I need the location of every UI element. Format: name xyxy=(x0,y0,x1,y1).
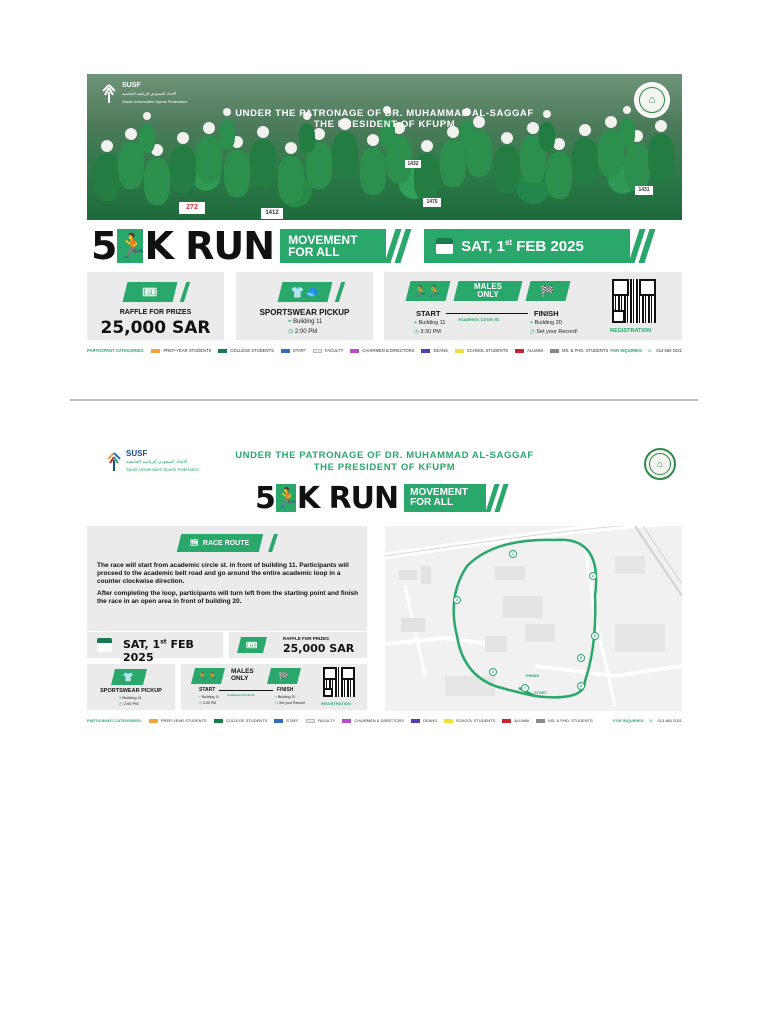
movement-tag xyxy=(280,229,386,263)
category-label: DEANS xyxy=(433,348,448,353)
patronage-line-2: THE PRESIDENT OF KFUPM xyxy=(313,462,456,473)
bib: 1431 xyxy=(635,186,653,195)
title-k-run: K RUN xyxy=(296,480,399,516)
title-k-run: K RUN xyxy=(144,224,275,268)
route-caption: Academic Circle St. xyxy=(458,317,501,322)
decorative-stripes xyxy=(490,484,504,512)
raffle-amount: 25,000 SAR xyxy=(100,318,211,338)
raffle-label: RAFFLE FOR PRIZES xyxy=(283,636,329,641)
category-swatch xyxy=(455,349,464,353)
runner-figure xyxy=(648,134,674,181)
raffle-badge xyxy=(123,282,178,302)
runner-figure xyxy=(170,146,196,193)
route-marker: 1 xyxy=(509,550,517,558)
date-sup: st xyxy=(160,638,167,646)
logo-sub: Saudi Universities Sports Federation xyxy=(122,99,187,104)
runner-cap xyxy=(367,134,379,146)
sportswear-time: ◷ 2:00 PM xyxy=(288,329,318,335)
sportswear-building: ⌖ Building 11 xyxy=(288,319,323,325)
runner-figure xyxy=(144,158,170,205)
inquiries-label: FOR INQUIRIES: xyxy=(610,348,644,353)
runner-cap xyxy=(501,132,513,144)
raffle-badge xyxy=(237,637,267,653)
finish-label: FINISH xyxy=(277,687,294,693)
registration-qr-code[interactable] xyxy=(323,667,355,697)
movement-line-1: MOVEMENT xyxy=(288,233,358,247)
map-start-label: START xyxy=(534,690,548,695)
start-label: START xyxy=(416,309,441,318)
runner-figure xyxy=(94,154,120,201)
title-strip xyxy=(91,224,650,268)
category-item xyxy=(214,718,268,723)
runners-badge xyxy=(191,668,225,684)
males-only-tag xyxy=(454,281,523,301)
calendar-icon xyxy=(97,638,112,652)
susf-logo-icon xyxy=(99,83,119,105)
location-pin-icon: ⌖ xyxy=(288,319,292,325)
ticket-icon: 🎟 xyxy=(142,285,158,299)
date-rest: FEB 2025 xyxy=(123,638,194,664)
category-label: STAFF xyxy=(286,718,299,723)
category-swatch xyxy=(444,719,453,723)
race-route-map[interactable] xyxy=(385,526,682,711)
category-swatch xyxy=(274,719,283,723)
category-swatch xyxy=(149,719,158,723)
category-swatch xyxy=(421,349,430,353)
participant-categories xyxy=(87,348,682,353)
event-date xyxy=(424,229,630,263)
route-marker: 2 xyxy=(589,572,597,580)
category-item xyxy=(455,348,508,353)
ticket-icon: 🎟 xyxy=(246,639,258,650)
tshirt-cap-icon: 👕🧢 xyxy=(291,286,319,299)
runner-figure xyxy=(624,144,650,191)
category-item xyxy=(536,718,592,723)
category-label: PREP-YEAR STUDENTS xyxy=(160,718,207,723)
start-time: ◷ 3:30 PM xyxy=(199,701,217,705)
finish-building: ⌖ Building 20 xyxy=(530,320,562,326)
category-swatch xyxy=(313,349,322,353)
date-rest: FEB 2025 xyxy=(512,237,584,255)
category-item xyxy=(550,348,608,353)
sportswear-badge xyxy=(278,282,333,302)
runner-icon: 🏃 xyxy=(117,229,143,263)
category-swatch xyxy=(411,719,420,723)
movement-line-1: MOVEMENT xyxy=(410,487,468,498)
category-label: SCHOOL STUDENTS xyxy=(466,348,509,353)
event-title xyxy=(91,224,274,268)
title-five: 5 xyxy=(91,224,117,268)
checkered-flag-icon: 🏁 xyxy=(279,671,289,681)
movement-line-2: FOR ALL xyxy=(410,497,454,508)
category-item xyxy=(421,348,447,353)
start-label: START xyxy=(199,687,216,693)
title-five: 5 xyxy=(255,480,275,516)
bib: 1432 xyxy=(405,160,421,168)
category-item xyxy=(281,348,306,353)
category-swatch xyxy=(306,719,315,723)
participant-categories xyxy=(87,718,682,723)
registration-label: REGISTRATION xyxy=(610,328,652,334)
kfupm-seal-icon: ⌂ xyxy=(634,82,670,118)
raffle-box xyxy=(229,632,367,658)
race-route-tag xyxy=(177,534,263,552)
category-swatch xyxy=(214,719,223,723)
logo-arabic: الاتحاد السعودي للرياضة الجامعية xyxy=(122,91,177,96)
patronage-heading xyxy=(87,108,682,130)
category-item xyxy=(515,348,543,353)
patronage-heading xyxy=(87,450,682,474)
route-line xyxy=(219,690,273,691)
category-swatch xyxy=(550,349,559,353)
sportswear-label: SPORTSWEAR PICKUP xyxy=(100,688,162,694)
race-route-label: RACE ROUTE xyxy=(203,539,250,547)
category-item xyxy=(444,718,495,723)
runners-icon: 🏃🏃 xyxy=(198,671,218,681)
runner-figure xyxy=(360,148,386,195)
runner-cap xyxy=(177,132,189,144)
logo-sub: Saudi Universities Sports Federation xyxy=(126,467,200,472)
bib: 1412 xyxy=(261,208,283,219)
category-label: MS. & PHD. STUDENTS xyxy=(562,348,609,353)
poster-2 xyxy=(87,436,682,728)
inquiries-phone: 013 860 2021 xyxy=(656,348,682,353)
map-icon: 🗺 xyxy=(190,540,200,547)
runner-figure xyxy=(196,136,222,183)
map-finish-label: FINISH xyxy=(526,673,540,678)
runner-cap xyxy=(101,140,113,152)
males-word: MALES xyxy=(474,282,502,291)
category-label: COLLEGE STUDENTS xyxy=(230,348,274,353)
title-strip xyxy=(255,482,504,514)
calendar-icon xyxy=(436,238,453,254)
category-item xyxy=(350,348,414,353)
runners-icon: 🏃🏃 xyxy=(414,285,442,298)
category-label: ALUMNI xyxy=(527,348,543,353)
patronage-line-2: THE PRESIDENT OF KFUPM xyxy=(313,119,456,130)
finish-note: ◷ Set your Record! xyxy=(530,329,578,335)
phone-icon: ☏ xyxy=(648,718,654,723)
runner-figure xyxy=(572,138,598,185)
category-swatch xyxy=(536,719,545,723)
inquiries xyxy=(613,718,682,723)
finish-flag-badge xyxy=(526,281,571,301)
susf-logo xyxy=(99,82,187,106)
category-swatch xyxy=(281,349,290,353)
category-swatch xyxy=(502,719,511,723)
category-swatch xyxy=(350,349,359,353)
category-label: SCHOOL STUDENTS xyxy=(455,718,496,723)
date-day: SAT, 1 xyxy=(461,237,505,255)
finish-note: ◷ Set your Record! xyxy=(275,701,306,705)
phone-icon: ☏ xyxy=(647,348,653,353)
kfupm-seal-icon: ⌂ xyxy=(644,448,676,480)
map-canvas xyxy=(385,526,682,711)
males-only-tag xyxy=(231,668,254,682)
decorative-stripes xyxy=(390,229,406,263)
category-label: CHAIRMEN & DIRECTORS xyxy=(362,348,415,353)
route-marker: 3 xyxy=(453,596,461,604)
poster-divider xyxy=(70,399,698,401)
event-date xyxy=(123,638,223,664)
category-label: COLLEGE STUDENTS xyxy=(225,718,268,723)
inquiries-label: FOR INQUIRIES: xyxy=(613,718,645,723)
males-word: MALES xyxy=(231,668,254,675)
route-marker: 5 xyxy=(577,654,585,662)
runner-figure xyxy=(546,152,572,199)
inquiries-phone: 013 860 2021 xyxy=(657,718,682,723)
category-swatch xyxy=(151,349,160,353)
category-swatch xyxy=(342,719,351,723)
sportswear-box xyxy=(87,664,175,710)
category-label: ALUMNI xyxy=(514,718,530,723)
bib: 272 xyxy=(179,202,205,214)
category-swatch xyxy=(515,349,524,353)
race-info-box xyxy=(181,664,367,710)
category-label: MS. & PHD. STUDENTS xyxy=(548,718,593,723)
category-label: PREP-YEAR STUDENTS xyxy=(163,348,212,353)
poster-1 xyxy=(87,74,682,360)
finish-label: FINISH xyxy=(534,309,559,318)
susf-logo-text xyxy=(122,82,187,106)
logo-name: SUSF xyxy=(126,449,148,458)
date-box xyxy=(87,632,223,664)
sportswear-label: SPORTSWEAR PICKUP xyxy=(259,308,350,317)
runner-figure xyxy=(494,146,520,193)
raffle-label: RAFFLE FOR PRIZES xyxy=(119,309,192,316)
runner-figure xyxy=(278,156,304,203)
registration-qr-code[interactable] xyxy=(612,279,656,323)
route-paragraph-2: After completing the loop, participants will turn left from the starting point and finish the race in an open area in front of building 20. xyxy=(97,590,359,605)
date-day: SAT, 1 xyxy=(123,638,161,651)
bib: 1475 xyxy=(423,198,441,207)
category-label: FACULTY xyxy=(324,348,344,353)
patronage-line-1: UNDER THE PATRONAGE OF DR. MUHAMMAD AL-SAGGAF xyxy=(235,108,534,119)
categories-heading: PARTICIPANT CATEGORIES: xyxy=(87,348,145,353)
runner-figure xyxy=(332,132,358,179)
route-marker: 7 xyxy=(521,684,529,692)
finish-flag-badge xyxy=(267,668,301,684)
raffle-amount: 25,000 SAR xyxy=(283,642,355,655)
sportswear-time: ◷ 2:00 PM xyxy=(119,701,139,706)
category-item xyxy=(218,348,274,353)
runner-figure xyxy=(250,140,276,187)
category-item xyxy=(342,718,404,723)
runner-cap xyxy=(421,140,433,152)
inquiries xyxy=(610,348,682,353)
route-marker: 4 xyxy=(591,632,599,640)
only-word: ONLY xyxy=(231,675,249,682)
route-marker: 8 xyxy=(577,682,585,690)
route-description xyxy=(97,562,361,606)
event-title xyxy=(255,481,398,516)
decorative-stripes xyxy=(634,229,650,263)
category-item xyxy=(411,718,437,723)
category-label: CHAIRMEN & DIRECTORS xyxy=(354,718,405,723)
logo-name: SUSF xyxy=(122,82,141,89)
start-building: ⌖ Building 11 xyxy=(414,320,446,326)
raffle-box xyxy=(87,272,224,340)
categories-heading: PARTICIPANT CATEGORIES: xyxy=(87,718,142,723)
movement-line-2: FOR ALL xyxy=(288,245,340,259)
runner-cap xyxy=(285,142,297,154)
route-marker: 6 xyxy=(489,668,497,676)
category-item xyxy=(151,348,211,353)
route-line xyxy=(446,313,528,314)
category-label: DEANS xyxy=(423,718,437,723)
movement-tag xyxy=(404,484,486,512)
hero-photo xyxy=(87,74,682,220)
race-route-box xyxy=(87,526,367,631)
start-building: ⌖ Building 11 xyxy=(199,695,220,699)
category-item xyxy=(149,718,207,723)
sportswear-badge xyxy=(111,669,147,685)
clock-icon: ◷ xyxy=(288,329,294,335)
sportswear-box xyxy=(236,272,373,340)
sportswear-building: ⌖ Building 11 xyxy=(119,695,142,700)
logo-arabic: الاتحاد السعودي للرياضة الجامعية xyxy=(126,459,188,464)
category-item xyxy=(502,718,529,723)
category-item xyxy=(306,718,336,723)
registration-label: REGISTRATION xyxy=(321,701,351,706)
category-item xyxy=(274,718,298,723)
category-item xyxy=(313,348,344,353)
category-swatch xyxy=(218,349,227,353)
runners-badge xyxy=(406,281,451,301)
only-word: ONLY xyxy=(477,290,499,299)
finish-building: ⌖ Building 20 xyxy=(275,695,296,699)
route-paragraph-1: The race will start from academic circle st. in front of building 11. Participants will proceed to the academic belt road and go around the entire academic loop in a counter clockwise direction. xyxy=(97,562,349,585)
runner-figure xyxy=(224,150,250,197)
race-info-box xyxy=(384,272,682,340)
tshirt-icon: 👕 xyxy=(123,671,135,682)
patronage-line-1: UNDER THE PATRONAGE OF DR. MUHAMMAD AL-SAGGAF xyxy=(235,450,534,461)
category-label: STAFF xyxy=(292,348,306,353)
runner-icon: 🏃 xyxy=(276,484,296,512)
category-label: FACULTY xyxy=(317,718,336,723)
checkered-flag-icon: 🏁 xyxy=(541,285,555,298)
route-caption: Academic Circle St. xyxy=(227,693,256,697)
date-sup: st xyxy=(504,237,513,247)
start-time: ◷ 3:30 PM xyxy=(414,329,441,335)
